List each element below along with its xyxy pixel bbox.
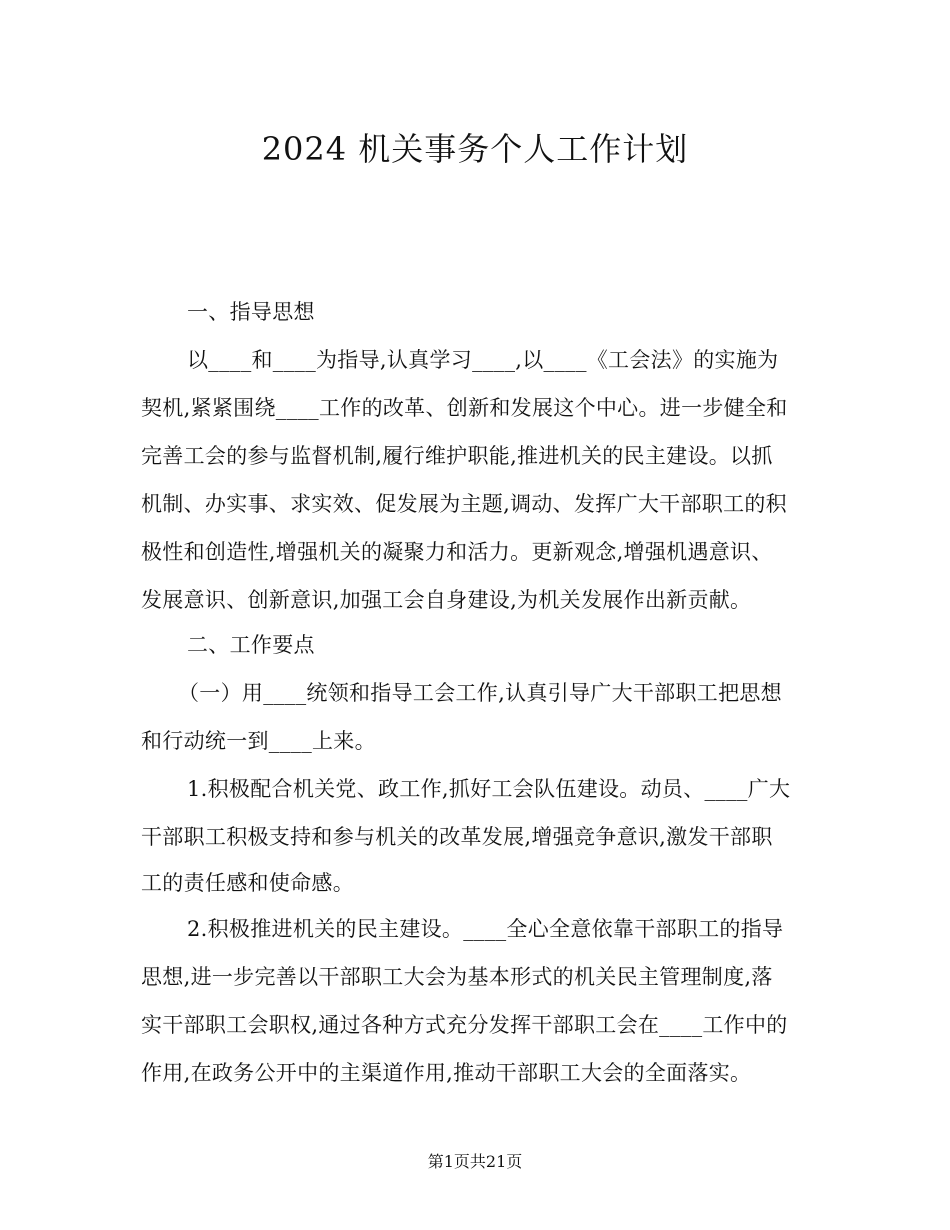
paragraph-line: 发展意识、创新意识,加强工会自身建设,为机关发展作出新贡献。 <box>141 588 752 612</box>
paragraph-line: 作用,在政务公开中的主渠道作用,推动干部职工大会的全面落实。 <box>141 1061 752 1085</box>
paragraph-line: 实干部职工会职权,通过各种方式充分发挥干部职工会在____工作中的 <box>141 1013 788 1037</box>
section-heading-guiding-ideology: 一、指导思想 <box>187 300 315 324</box>
section-heading-work-points: 二、工作要点 <box>187 633 315 657</box>
paragraph-line: 1.积极配合机关党、政工作,抓好工会队伍建设。动员、____广大 <box>187 777 791 801</box>
paragraph-line: 和行动统一到____上来。 <box>141 729 376 753</box>
paragraph-line: 干部职工积极支持和参与机关的改革发展,增强竞争意识,激发干部职 <box>141 825 773 849</box>
paragraph-line: 契机,紧紧围绕____工作的改革、创新和发展这个中心。进一步健全和 <box>141 396 788 420</box>
paragraph-line: （一）用____统领和指导工会工作,认真引导广大干部职工把思想 <box>178 681 782 705</box>
paragraph-line: 思想,进一步完善以干部职工大会为基本形式的机关民主管理制度,落 <box>141 965 773 989</box>
paragraph-line: 以____和____为指导,认真学习____,以____《工会法》的实施为 <box>187 348 779 372</box>
document-title: 2024 机关事务个人工作计划 <box>261 130 689 168</box>
page-number-footer: 第1页共21页 <box>427 1152 523 1171</box>
paragraph-line: 2.积极推进机关的民主建设。____全心全意依靠干部职工的指导 <box>187 917 784 941</box>
paragraph-line: 工的责任感和使命感。 <box>141 871 354 895</box>
paragraph-line: 机制、办实事、求实效、促发展为主题,调动、发挥广大干部职工的积 <box>141 492 787 516</box>
paragraph-line: 完善工会的参与监督机制,履行维护职能,推进机关的民主建设。以抓 <box>141 444 773 468</box>
paragraph-line: 极性和创造性,增强机关的凝聚力和活力。更新观念,增强机遇意识、 <box>141 540 773 564</box>
